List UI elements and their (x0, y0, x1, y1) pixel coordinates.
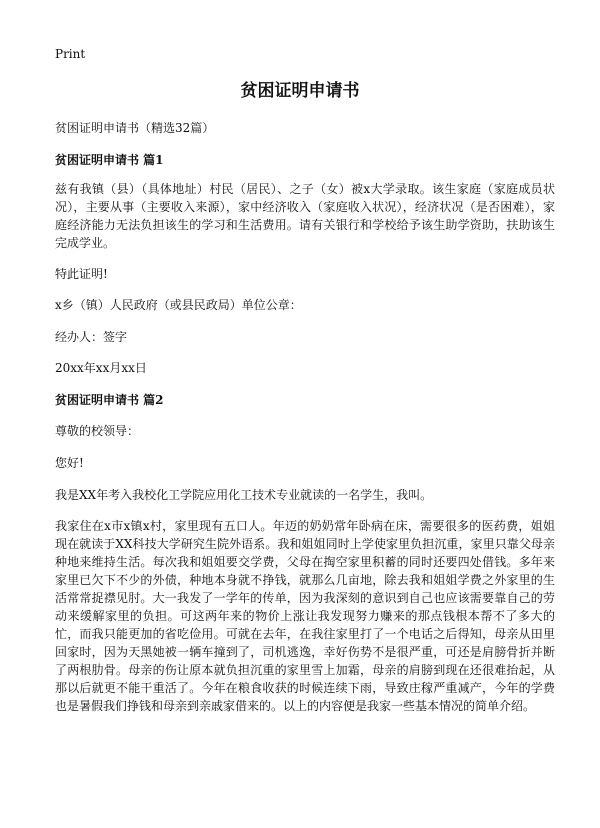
section1-heading: 贫困证明申请书 篇1 (55, 153, 164, 167)
section2-greeting: 尊敬的校领导： (55, 424, 140, 438)
document-title: 贫困证明申请书 (240, 81, 360, 101)
section1-special: 特此证明! (55, 267, 108, 281)
section2-body: 我家住在x市x镇x村，家里现有五口人。年迈的奶奶常年卧病在床，需要很多的医药费，姐姐现在就读于XX科技大学研究生院外语系。我和姐姐同时上学使家里负担沉重，家里只靠父母亲种地来维持生活。每次我和姐姐要交学费，父母在掏空家里积蓄的同时还要四处借钱。多年来家里已欠下不少的外债，种地本身就不挣钱，就那么几亩地，除去我和姐姐学费之外家里的生活常常捉襟见肘。大一我发了一学年的传单，因为我深刻的意识到自己也应该需要靠自己的劳动来缓解家里的负担。可这两年来的物价上涨让我发现努力赚来的那点钱根本帮不了多大的忙，而我只能更加的省吃俭用。可就在去年，在我往家里打了一个电话之后得知，母亲从田里回家时，因为天黑她被一辆车撞到了，司机逃逸，幸好伤势不是很严重，可还是肩膀骨折并断了两根肋骨。母亲的伤让原本就负担沉重的家里雪上加霜，母亲的肩膀到现在还很难抬起，从那以后就更不能干重活了。今年在粮食收获的时候连续下雨，导致庄稼严重减产，今年的学费也是暑假我们挣钱和母亲到亲戚家借来的。以上的内容便是我家一些基本情况的简单介绍。 (55, 519, 555, 713)
section1-seal: x乡（镇）人民政府（或县民政局）单位公章： (55, 298, 302, 312)
print-label: Print (55, 47, 86, 61)
section2-heading: 贫困证明申请书 篇2 (55, 393, 164, 407)
section1-body: 兹有我镇（县）（具体地址）村民（居民）、之子（女）被x大学录取。该生家庭（家庭成员状况），主要从事（主要收入来源），家中经济收入（家庭收入状况），经济状况（是否困难），家庭经济能力无法负担该生的学习和生活费用。请有关银行和学校给予该生助学资助，扶助该生完成学业。 (55, 182, 555, 250)
section1-handler: 经办人：签字 (55, 330, 128, 344)
section2-hello: 您好! (55, 456, 84, 470)
document-subtitle: 贫困证明申请书（精选32篇） (55, 121, 215, 135)
section2-intro: 我是XX年考入我校化工学院应用化工技术专业就读的一名学生，我叫。 (55, 488, 433, 502)
section1-date: 20xx年xx月xx日 (55, 361, 147, 375)
